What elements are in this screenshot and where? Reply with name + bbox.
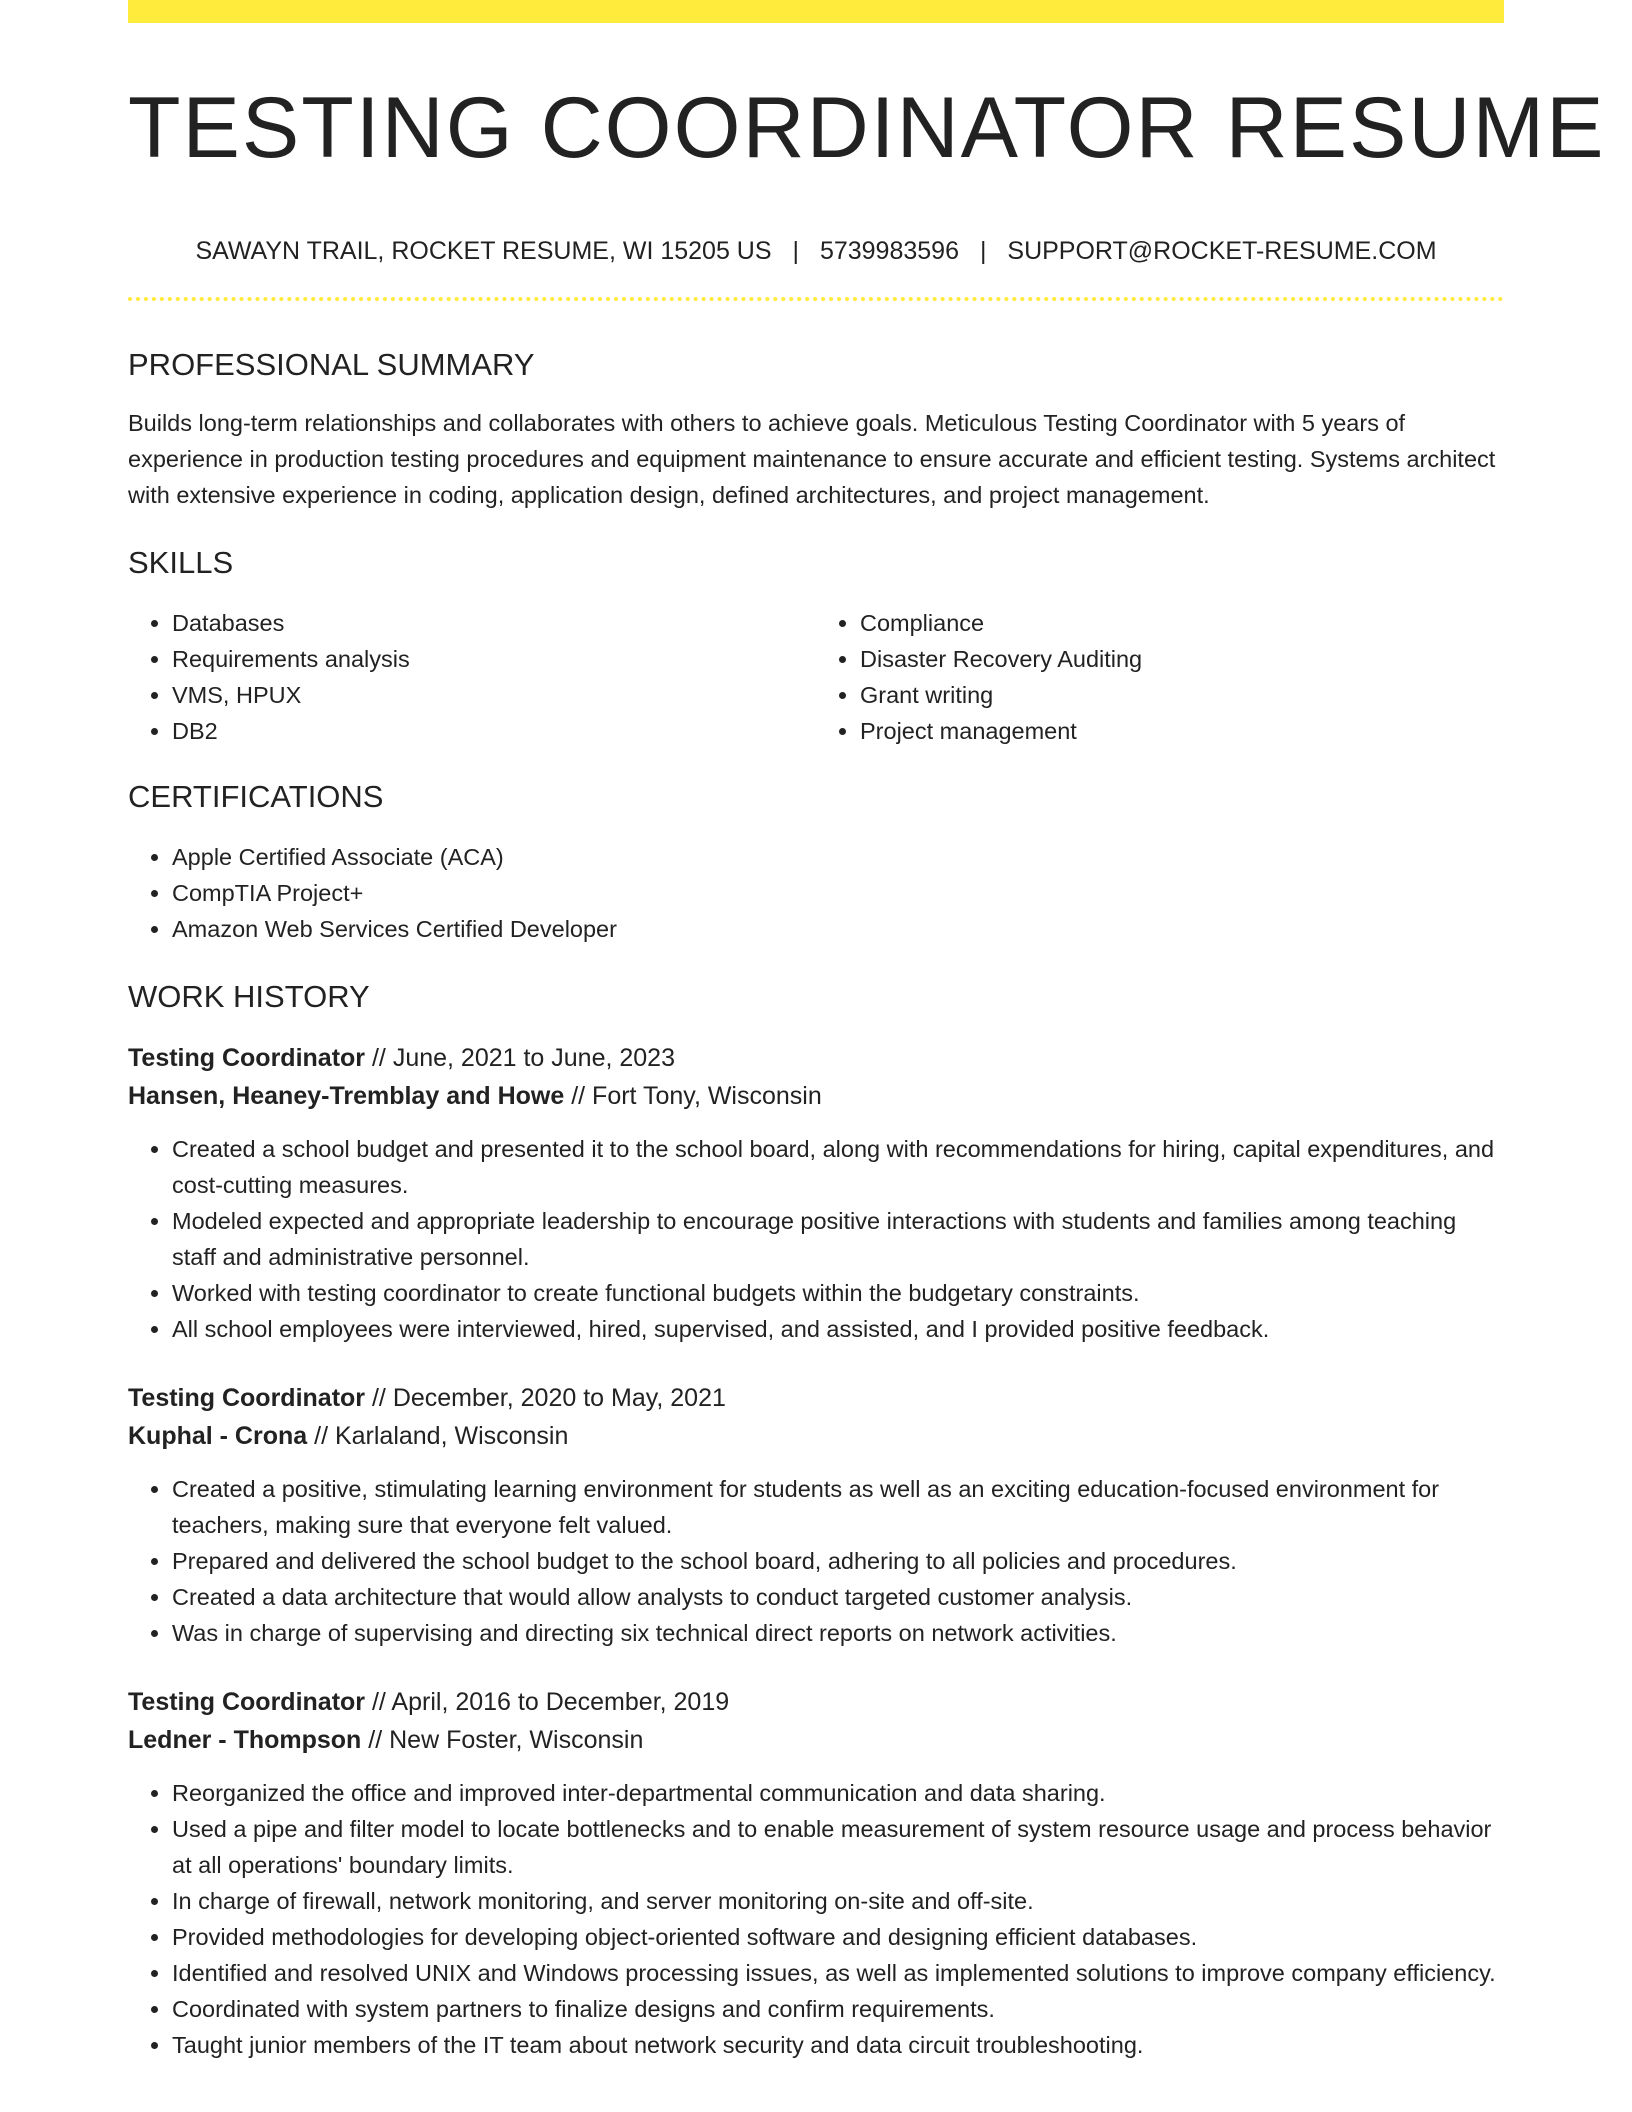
job-title-line <box>128 1683 1504 1721</box>
job-bullet: • Worked with testing coordinator to create functional budgets within the budgetary constraints. <box>172 1275 1504 1311</box>
job-company: Kuphal - Crona <box>128 1422 308 1451</box>
contact-separator: | <box>792 237 799 266</box>
job-bullet: • Provided methodologies for developing object-oriented software and designing efficient databases. <box>172 1919 1504 1955</box>
job-entry <box>128 1683 1504 2063</box>
job-bullet: • Created a school budget and presented it to the school board, along with recommendations for hiring, capital expenditures, and cost-cutting measures. <box>172 1131 1504 1203</box>
skill-item: • VMS, HPUX <box>172 677 816 713</box>
certifications-list <box>128 839 1504 947</box>
resume-title: TESTING COORDINATOR RESUME <box>128 80 1606 176</box>
job-company-line <box>128 1077 1504 1115</box>
job-company-line <box>128 1417 1504 1455</box>
job-bullets <box>128 1775 1504 2063</box>
job-bullet: • Was in charge of supervising and directing six technical direct reports on network activities. <box>172 1615 1504 1651</box>
job-dates: // June, 2021 to June, 2023 <box>365 1044 675 1073</box>
certification-item: • CompTIA Project+ <box>172 875 1504 911</box>
job-location: // Fort Tony, Wisconsin <box>564 1082 822 1111</box>
certification-item: • Amazon Web Services Certified Developer <box>172 911 1504 947</box>
job-bullet: • Reorganized the office and improved inter-departmental communication and data sharing. <box>172 1775 1504 1811</box>
job-company: Ledner - Thompson <box>128 1726 362 1755</box>
job-bullet: • Coordinated with system partners to finalize designs and confirm requirements. <box>172 1991 1504 2027</box>
skill-item: • Databases <box>172 605 816 641</box>
contact-line <box>128 235 1504 267</box>
skills-heading: SKILLS <box>128 545 234 581</box>
skill-item: • Grant writing <box>860 677 1504 713</box>
job-bullet: • Used a pipe and filter model to locate bottlenecks and to enable measurement of system resource usage and process behavior at all operations' boundary limits. <box>172 1811 1504 1883</box>
job-entry <box>128 1039 1504 1347</box>
job-company: Hansen, Heaney-Tremblay and Howe <box>128 1082 565 1111</box>
job-bullets <box>128 1471 1504 1651</box>
skill-item: • Compliance <box>860 605 1504 641</box>
job-company-line <box>128 1721 1504 1759</box>
job-title-line <box>128 1379 1504 1417</box>
work-history-heading: WORK HISTORY <box>128 979 370 1015</box>
job-title: Testing Coordinator <box>128 1688 366 1717</box>
job-location: // New Foster, Wisconsin <box>361 1726 644 1755</box>
job-title: Testing Coordinator <box>128 1044 366 1073</box>
contact-phone: 5739983596 <box>819 237 959 266</box>
job-bullet: • In charge of firewall, network monitoring, and server monitoring on-site and off-site. <box>172 1883 1504 1919</box>
contact-email: SUPPORT@ROCKET-RESUME.COM <box>1007 237 1437 266</box>
job-bullet: • All school employees were interviewed, hired, supervised, and assisted, and I provided positive feedback. <box>172 1311 1504 1347</box>
skill-item: • DB2 <box>172 713 816 749</box>
contact-separator: | <box>979 237 987 266</box>
job-title-line <box>128 1039 1504 1077</box>
skill-item: • Requirements analysis <box>172 641 816 677</box>
skills-column-right <box>816 605 1504 749</box>
job-location: // Karlaland, Wisconsin <box>307 1422 569 1451</box>
contact-address: SAWAYN TRAIL, ROCKET RESUME, WI 15205 US <box>195 237 772 266</box>
job-dates: // December, 2020 to May, 2021 <box>365 1384 726 1413</box>
summary-text: Builds long-term relationships and collaborates with others to achieve goals. Meticulous Testing Coordinator with 5 years of experience in production testing procedures and equipment maintenance to ensure accurate and efficient testing. Systems architect with extensive experience in coding, application design, defined architectures, and project management. <box>128 410 1496 509</box>
skills-column-left <box>128 605 816 749</box>
job-dates: // April, 2016 to December, 2019 <box>365 1688 730 1717</box>
summary-heading: PROFESSIONAL SUMMARY <box>128 347 535 383</box>
top-accent-bar <box>128 0 1504 23</box>
job-title: Testing Coordinator <box>128 1384 366 1413</box>
dotted-divider <box>128 297 1504 301</box>
resume-page <box>128 0 1606 2063</box>
skills-list <box>128 605 1504 749</box>
job-bullet: • Prepared and delivered the school budget to the school board, adhering to all policies and procedures. <box>172 1543 1504 1579</box>
job-bullets <box>128 1131 1504 1347</box>
certification-item: • Apple Certified Associate (ACA) <box>172 839 1504 875</box>
skill-item: • Project management <box>860 713 1504 749</box>
job-entry <box>128 1379 1504 1651</box>
job-bullet: • Identified and resolved UNIX and Windows processing issues, as well as implemented solutions to improve company efficiency. <box>172 1955 1504 1991</box>
job-bullet: • Created a positive, stimulating learning environment for students as well as an exciting education-focused environment for teachers, making sure that everyone felt valued. <box>172 1471 1504 1543</box>
skill-item: • Disaster Recovery Auditing <box>860 641 1504 677</box>
job-bullet: • Taught junior members of the IT team about network security and data circuit troubleshooting. <box>172 2027 1504 2063</box>
job-bullet: • Created a data architecture that would allow analysts to conduct targeted customer analysis. <box>172 1579 1504 1615</box>
job-bullet: • Modeled expected and appropriate leadership to encourage positive interactions with students and families among teaching staff and administrative personnel. <box>172 1203 1504 1275</box>
certifications-heading: CERTIFICATIONS <box>128 779 384 815</box>
